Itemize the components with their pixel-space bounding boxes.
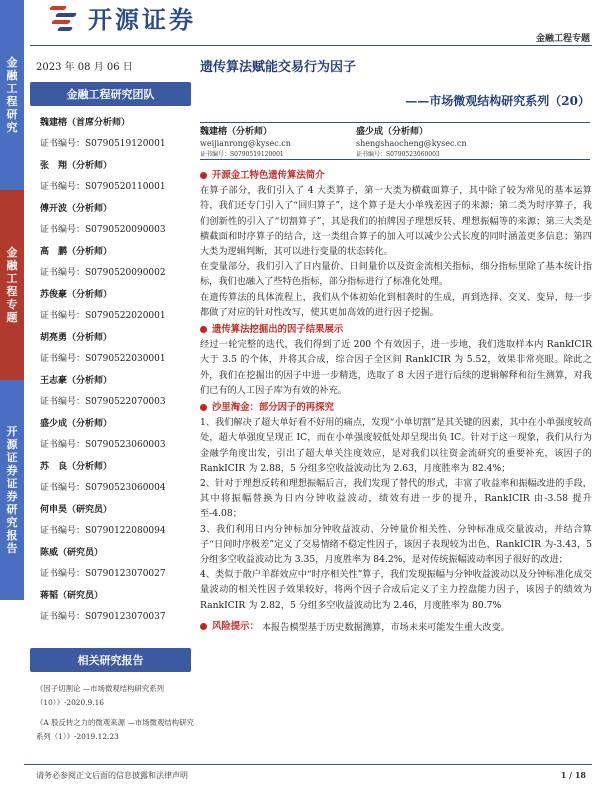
section-paragraph: 3、我们利用日内分钟标加分钟收益波动、分钟量价相关性、分钟标准成交量波动，并结合算子“日间时序极差”定义了交易情绪不稳定性因子，该因子表现较为出色，RankICIR 为-3.43，5 分组多空收益波动比为 3.35，月度胜率为 84.2%，是对传统振幅波动率因子很好的改进； — [200, 523, 592, 566]
section-paragraph: 4、类似于散户羊群效应中“时序相关性”算子，我们发现振幅与分钟收益波动以及分钟标准化成交量波动的相关性因子效果较好，将两个因子合成后定义了主力控盘能力因子，该因子的绩效为 RankICIR 为 2.82，5 分组多空收益波动比为 2.46，月度胜率为 80.7% — [200, 569, 592, 611]
analyst-name: 盛少成（分析师） — [40, 419, 113, 429]
author-1 — [200, 127, 291, 160]
bullet-icon — [200, 623, 207, 630]
analyst-cert: 证书编号：S0790519120001 — [40, 139, 166, 149]
analyst-entry — [40, 504, 190, 537]
analyst-cert: 证书编号：S0790123070027 — [40, 569, 166, 579]
author-name: 盛少成（分析师） — [356, 127, 429, 137]
analyst-entry — [40, 418, 190, 451]
analyst-cert: 证书编号：S0790122080094 — [40, 526, 166, 536]
analyst-entry — [40, 375, 190, 408]
brand-logo — [48, 0, 196, 34]
analyst-entry — [40, 590, 190, 623]
risk-warning — [200, 617, 592, 635]
logo-text: 开源证券 — [88, 5, 196, 34]
analyst-entry — [40, 289, 190, 322]
analyst-entry — [40, 461, 190, 494]
related-report-link[interactable]: 《因子切割论 —市场微观结构研究系列（10）》-2020.9.16 — [36, 684, 164, 707]
section-paragraph: 经过一轮完整的迭代，我们得到了近 200 个有效因子，进一步地，我们选取样本内 RankICIR 大于 3.5 的个体，并将其合成，综合因子全区间 RankICIR 为 5.52，效果非常亮眼。除此之外，我们在挖掘出的因子中进一步精选，选取了 8 大因子进行后续的逻辑解释和衍生测算，对我们已有的人工因子库为有效的补充。 — [200, 339, 592, 396]
analyst-name: 苏 良（分析师） — [40, 462, 113, 472]
analyst-name: 魏建榕（首席分析师） — [40, 118, 131, 128]
analyst-cert: 证书编号：S0790523060004 — [40, 483, 166, 493]
analyst-entry — [40, 332, 190, 365]
analyst-name: 陈威（研究员） — [40, 548, 104, 558]
report-body — [200, 166, 592, 635]
analyst-cert: 证书编号：S0790522020001 — [40, 311, 166, 321]
risk-heading — [200, 619, 259, 634]
analyst-cert: 证书编号：S0790522070003 — [40, 397, 166, 407]
related-report-link[interactable]: 《A 股反转之力的微观来源 —市场微观结构研究系列（1）》-2019.12.23 — [36, 718, 194, 741]
left-side-strip — [0, 0, 24, 800]
analyst-name: 傅开波（分析师） — [40, 204, 113, 214]
analyst-entry — [40, 547, 190, 580]
section-heading — [200, 400, 592, 415]
analyst-cert: 证书编号：S0790523060003 — [40, 440, 166, 450]
analyst-cert: 证书编号：S0790520090003 — [40, 225, 166, 235]
analyst-list — [40, 117, 190, 633]
author-email[interactable]: shengshaocheng@kysec.cn — [356, 139, 467, 148]
analyst-entry — [40, 246, 190, 279]
analyst-name: 胡亮勇（分析师） — [40, 333, 113, 343]
footer-divider — [24, 764, 592, 765]
bullet-icon — [200, 172, 207, 179]
report-title: 遗传算法赋能交易行为因子 — [200, 60, 357, 75]
report-subtitle: ——市场微观结构研究系列（20） — [405, 94, 590, 108]
risk-label: 风险提示： — [212, 620, 259, 632]
header-divider — [30, 45, 592, 46]
page-number: 1 / 18 — [560, 770, 586, 780]
section-heading-text: 沙里淘金：部分因子的再探究 — [212, 402, 334, 414]
analyst-name: 高 鹏（分析师） — [40, 247, 113, 257]
section-heading-text: 开源金工特色遗传算法简介 — [212, 170, 325, 181]
analyst-entry — [40, 160, 190, 193]
logo-icon — [48, 2, 82, 32]
section-heading — [200, 168, 592, 183]
analyst-name: 王志豪（分析师） — [40, 376, 113, 386]
report-date: 2023 年 08 月 06 日 — [36, 62, 133, 73]
analyst-name: 苏俊豪（分析师） — [40, 290, 113, 300]
section-heading-text: 遗传算法挖掘出的因子结果展示 — [212, 324, 344, 336]
section-paragraph: 在遗传算法的具体流程上，我们从个体初始化到相袭时的生成，再到选择、交叉、变异，每一步都做了对应的针对性改写，使其更加高效的进行因子挖掘。 — [200, 291, 592, 318]
analyst-name: 蒋韬（研究员） — [40, 591, 104, 601]
report-category-label: 金融工程专题 — [535, 34, 590, 44]
author-email[interactable]: weijianrong@kysec.cn — [200, 139, 291, 148]
analyst-cert: 证书编号：S0790520090002 — [40, 268, 166, 278]
strip-segment-report: 开 源 证 券 证 券 研 究 报 告 — [0, 380, 24, 600]
section-heading — [200, 322, 592, 337]
author-cert: 证书编号：S0790519120001 — [200, 151, 284, 158]
authors-block — [200, 122, 590, 160]
strip-segment-topic: 金 融 工 程 专 题 — [0, 190, 24, 380]
analyst-entry — [40, 203, 190, 236]
section-paragraph: 在算子部分，我们引入了 4 大类算子，第一大类为横截面算子，其中除了较为常见的基本运算符，我们还专门引入了“回归算子”，这个算子是大小单残差因子的来源；第二类为时序算子，我们创新性的引入了“切割算子”，其是我们的拍牌因子理想反转、理想振幅等的来源；第三大类是横截面和时序算子的结合，这一类组合算子的加入可以减少公式长度的同时涵盖更多信息；第四大类为逻辑判断，其可以进行变量的状态转化。 — [200, 185, 592, 258]
team-label-box: 金融工程研究团队 — [30, 82, 191, 106]
analyst-name: 张 翔（分析师） — [40, 161, 113, 171]
analyst-entry — [40, 117, 190, 150]
strip-segment-research: 金 融 工 程 研 究 — [0, 0, 24, 190]
author-2 — [356, 127, 467, 160]
section-paragraph: 2、针对于理想反转和理想振幅后言，我们发现了替代的形式，丰富了收益率和振幅改进的手段，其中将振幅替换为日内分钟收益波动，绩效有进一步的提升，RankICIR 由-3.58 提升至-4.08； — [200, 478, 592, 520]
analyst-name: 何申昊（研究员） — [40, 505, 113, 515]
bullet-icon — [200, 326, 207, 333]
analyst-cert: 证书编号：S0790123070037 — [40, 612, 166, 622]
section-paragraph: 1、我们解决了超大单好看不好用的痛点，发现“小单切割”是其关键的因素，其中在小单强度较高处，超大单强度呈现正 IC，而在小单强度较低处却呈现出负 IC。针对于这一现象，我们从行为金融学角度出发，引出了超大单关注度效应，是对我们以往资金流研究的重要补充，该因子的 RankICIR 为 2.88，5 分组多空收益波动比为 2.63，月度胜率为 82.4%； — [200, 417, 592, 474]
analyst-cert: 证书编号：S0790522030001 — [40, 354, 166, 364]
bullet-icon — [200, 404, 207, 411]
author-name: 魏建榕（分析师） — [200, 127, 273, 137]
section-paragraph: 在变量部分，我们引入了日内量价、日间量价以及资金流相关指标，细分指标里除了基本统计指标，我们也融入了些特色指标，部分指标进行了标准化处理。 — [200, 261, 592, 288]
analyst-cert: 证书编号：S0790520110001 — [40, 182, 166, 192]
risk-text: 本报告模型基于历史数据测算，市场未来可能发生重大改变。 — [261, 621, 510, 633]
author-cert: 证书编号：S0790523060003 — [356, 151, 440, 158]
footer-disclaimer: 请务必参阅正文后面的信息披露和法律声明 — [36, 771, 188, 780]
related-reports-label: 相关研究报告 — [30, 648, 191, 672]
related-reports-list — [36, 682, 196, 750]
